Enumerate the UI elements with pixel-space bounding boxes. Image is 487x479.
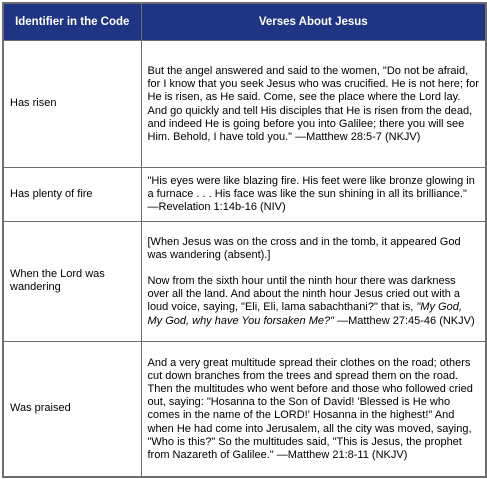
verse-citation: —Matthew 27:45-46 (NKJV) — [334, 314, 475, 327]
table-row — [3, 41, 486, 168]
verse-passage — [148, 275, 480, 328]
identifier-cell: Was praised — [3, 341, 141, 477]
identifier-cell: When the Lord was wandering — [3, 221, 141, 341]
table-row — [3, 221, 486, 341]
table-body — [3, 41, 486, 478]
verse-cell: "His eyes were like blazing fire. His feet were like bronze glowing in a furnace . . . His face was like the sun shining in all its brilliance." —Revelation 1:14b-16 (NIV) — [141, 168, 486, 222]
identifier-cell: Has plenty of fire — [3, 168, 141, 222]
verse-note: [When Jesus was on the cross and in the tomb, it appeared God was wandering (absent).] — [147, 235, 461, 261]
table-row — [3, 168, 486, 222]
verses-table — [2, 2, 487, 478]
header-identifier: Identifier in the Code — [3, 3, 141, 41]
identifier-cell: Has risen — [3, 41, 141, 168]
header-row — [3, 3, 486, 41]
verse-italic-quote: "My God, My God, why have You forsaken Me?" — [147, 301, 462, 327]
table-row — [3, 341, 486, 477]
verse-cell — [141, 221, 486, 341]
verse-cell: But the angel answered and said to the women, "Do not be afraid, for I know that you seek Jesus who was crucified. He is not here; for He is risen, as He said. Come, see the place where the Lord lay. And go quickly and tell His disciples that He is risen from the dead, and indeed He is going before you into Galilee; there you will see Him. Behold, I have told you." —Matthew 28:5-7 (NKJV) — [141, 41, 486, 168]
header-verses: Verses About Jesus — [141, 3, 486, 41]
verse-cell: And a very great multitude spread their clothes on the road; others cut down branches from the trees and spread them on the road. Then the multitudes who went before and those who followed cried out, saying: "Hosanna to the Son of David! 'Blessed is He who comes in the name of the LORD!' Hosanna in the highest!" And when He had come into Jerusalem, all the city was moved, saying, "Who is this?" So the multitudes said, "This is Jesus, the prophet from Nazareth of Galilee." —Matthew 21:8-11 (NKJV) — [141, 341, 486, 477]
table-header — [3, 3, 486, 41]
verse-text: Now from the sixth hour until the ninth hour there was darkness over all the land. And about the ninth hour Jesus cried out with a loud voice, saying, "Eli, Eli, lama sabachthani?" that is, — [147, 274, 460, 314]
